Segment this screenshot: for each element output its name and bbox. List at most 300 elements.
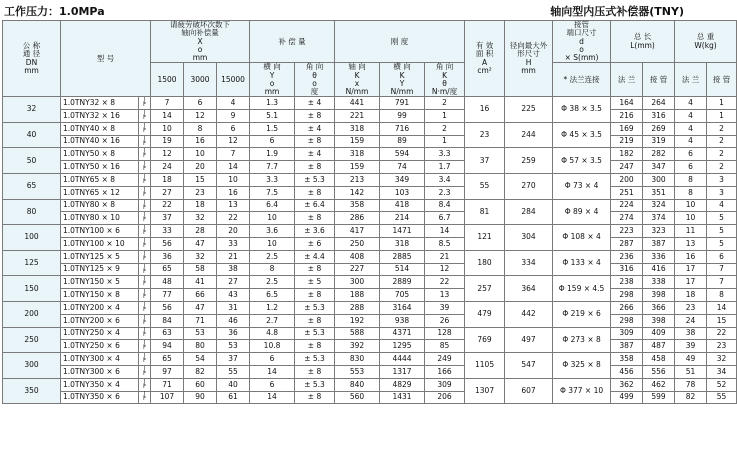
table-row [3, 314, 737, 327]
header-line: Y [269, 70, 275, 80]
cell-dn: 250 [3, 327, 61, 353]
cell-model: 1.0TNY250 × 6 [61, 340, 139, 353]
cell-lf: 287 [611, 238, 643, 251]
cell-kx: 213 [335, 174, 380, 187]
cell-lf: 358 [611, 353, 643, 366]
cell-wp: 7 [707, 276, 737, 289]
jf-letter: F [143, 306, 146, 313]
cell-ky: 214 [380, 212, 425, 225]
cell-kt: 13 [425, 289, 465, 302]
cell-n1: 56 [151, 238, 184, 251]
cell-model: 1.0TNY150 × 5 [61, 276, 139, 289]
cell-n2: 54 [184, 353, 217, 366]
cell-model: 1.0TNY125 × 5 [61, 250, 139, 263]
cell-kx: 250 [335, 238, 380, 251]
cell-jf [139, 340, 151, 353]
table-row [3, 161, 737, 174]
cell-lp: 556 [643, 365, 675, 378]
cell-outer-size: 547 [505, 353, 553, 379]
cell-ky: 705 [380, 289, 425, 302]
cell-lf: 251 [611, 186, 643, 199]
cell-wp: 22 [707, 327, 737, 340]
cell-wp: 1 [707, 97, 737, 110]
header-line: θ [442, 78, 447, 88]
cell-n1: 77 [151, 289, 184, 302]
jf-letter: J [143, 276, 146, 283]
cell-kx: 318 [335, 148, 380, 161]
cell-n3: 61 [217, 391, 250, 404]
cell-n1: 107 [151, 391, 184, 404]
cell-n3: 21 [217, 250, 250, 263]
cell-y: 3.6 [250, 225, 295, 238]
cell-n3: 13 [217, 199, 250, 212]
header-line: o [197, 44, 203, 54]
cell-lf: 200 [611, 174, 643, 187]
cell-lf: 216 [611, 110, 643, 123]
cell-lf: 274 [611, 212, 643, 225]
cell-lp: 324 [643, 199, 675, 212]
cell-y: 6 [250, 353, 295, 366]
cell-a: ± 8 [295, 186, 335, 199]
cell-jf [139, 353, 151, 366]
cell-dn: 50 [3, 148, 61, 174]
cell-wp: 1 [707, 110, 737, 123]
cell-n1: 56 [151, 302, 184, 315]
cell-model: 1.0TNY32 × 8 [61, 97, 139, 110]
cell-jf [139, 314, 151, 327]
cell-kx: 286 [335, 212, 380, 225]
cell-n1: 14 [151, 110, 184, 123]
cell-lf: 362 [611, 378, 643, 391]
working-pressure-label: 工作压力：1.0MPa [4, 5, 105, 18]
header-line: o [579, 44, 584, 54]
header-line: K [442, 70, 447, 80]
header-line: 横 向 [263, 62, 281, 72]
jf-letter: J [143, 378, 146, 385]
header-line: A [481, 57, 488, 67]
cell-y: 6.4 [250, 199, 295, 212]
jf-letter: F [143, 255, 146, 262]
cell-outer-size: 284 [505, 199, 553, 225]
table-row [3, 353, 737, 366]
jf-letter: F [143, 294, 146, 301]
header-line: 面 积 [475, 49, 494, 59]
cell-wf: 78 [675, 378, 707, 391]
cell-kt: 21 [425, 250, 465, 263]
cell-y: 10 [250, 212, 295, 225]
cell-area: 55 [465, 174, 505, 200]
table-row [3, 135, 737, 148]
header-line: N/mm [390, 87, 414, 96]
cell-wp: 6 [707, 250, 737, 263]
cell-a: ± 5.3 [295, 378, 335, 391]
jf-letter: J [143, 161, 146, 168]
cell-kt: 1 [425, 110, 465, 123]
cell-model: 1.0TNY40 × 8 [61, 122, 139, 135]
header-line: o [269, 78, 275, 88]
jf-letter: F [143, 332, 146, 339]
cell-lp: 300 [643, 174, 675, 187]
cell-lp: 398 [643, 314, 675, 327]
header-line: 径向最大外 [509, 41, 548, 51]
cell-n1: 84 [151, 314, 184, 327]
cell-tube-size: Φ 38 × 3.5 [553, 97, 611, 123]
cell-lp: 338 [643, 276, 675, 289]
cell-a: ± 8 [295, 365, 335, 378]
table-row [3, 148, 737, 161]
cell-wf: 4 [675, 110, 707, 123]
cell-kx: 288 [335, 302, 380, 315]
cell-jf [139, 378, 151, 391]
cell-model: 1.0TNY65 × 8 [61, 174, 139, 187]
cell-model: 1.0TNY300 × 6 [61, 365, 139, 378]
cell-lp: 374 [643, 212, 675, 225]
jf-letter: F [143, 319, 146, 326]
cell-y: 2.5 [250, 250, 295, 263]
cell-model: 1.0TNY200 × 6 [61, 314, 139, 327]
cell-a: ± 8 [295, 110, 335, 123]
jf-letter: F [143, 345, 146, 352]
cell-kt: 206 [425, 391, 465, 404]
header-line: 请疲劳破坏次数下 [170, 20, 231, 29]
cell-lp: 487 [643, 340, 675, 353]
cell-kt: 12 [425, 263, 465, 276]
cell-kx: 553 [335, 365, 380, 378]
table-row [3, 340, 737, 353]
cell-y: 14 [250, 365, 295, 378]
cell-lp: 336 [643, 250, 675, 263]
header-line: 横 向 [393, 62, 411, 72]
cell-jf [139, 263, 151, 276]
table-row [3, 365, 737, 378]
header-line: mm [24, 65, 39, 75]
cell-wp: 3 [707, 186, 737, 199]
cell-kx: 318 [335, 122, 380, 135]
cell-wp: 32 [707, 353, 737, 366]
header-line: x [354, 78, 360, 88]
cell-tube-size: Φ 133 × 4 [553, 250, 611, 276]
cell-n2: 16 [184, 135, 217, 148]
cell-jf [139, 186, 151, 199]
cell-jf [139, 238, 151, 251]
col-outer-size [505, 21, 553, 97]
cell-lp: 282 [643, 148, 675, 161]
cell-n3: 53 [217, 340, 250, 353]
cell-n2: 66 [184, 289, 217, 302]
col-fatigue [151, 21, 250, 63]
cell-y: 6 [250, 378, 295, 391]
table-row [3, 302, 737, 315]
cell-area: 180 [465, 250, 505, 276]
jf-letter: J [143, 250, 146, 257]
cell-ky: 1431 [380, 391, 425, 404]
cell-kt: 8.4 [425, 199, 465, 212]
cell-model: 1.0TNY40 × 16 [61, 135, 139, 148]
cell-n2: 90 [184, 391, 217, 404]
cell-lp: 264 [643, 97, 675, 110]
cell-n3: 14 [217, 161, 250, 174]
jf-letter: F [143, 127, 146, 134]
header-line: 端口尺寸 [566, 28, 597, 38]
cell-n1: 97 [151, 365, 184, 378]
cell-a: ± 5 [295, 276, 335, 289]
cell-wp: 5 [707, 212, 737, 225]
jf-letter: F [143, 114, 146, 121]
cell-lp: 387 [643, 238, 675, 251]
cell-lf: 238 [611, 276, 643, 289]
jf-letter: J [143, 212, 146, 219]
cell-n1: 94 [151, 340, 184, 353]
cell-outer-size: 497 [505, 327, 553, 353]
cell-a: ± 8 [295, 263, 335, 276]
cell-ky: 938 [380, 314, 425, 327]
table-row [3, 212, 737, 225]
cell-lp: 316 [643, 110, 675, 123]
cell-ky: 89 [380, 135, 425, 148]
cell-kt: 14 [425, 225, 465, 238]
cell-area: 479 [465, 302, 505, 328]
jf-letter: J [143, 225, 146, 232]
cell-n3: 12 [217, 135, 250, 148]
cell-lf: 224 [611, 199, 643, 212]
cell-wf: 18 [675, 289, 707, 302]
cell-n2: 12 [184, 110, 217, 123]
cell-a: ± 5.3 [295, 353, 335, 366]
cell-jf [139, 122, 151, 135]
cell-ky: 103 [380, 186, 425, 199]
header-line: 轴向补偿量 [181, 28, 219, 38]
cell-n1: 36 [151, 250, 184, 263]
cell-wp: 2 [707, 135, 737, 148]
header-line: 角 向 [435, 62, 454, 72]
cell-n1: 63 [151, 327, 184, 340]
cell-wp: 3 [707, 174, 737, 187]
cell-lf: 316 [611, 263, 643, 276]
cell-n3: 37 [217, 353, 250, 366]
jf-letter: J [143, 365, 146, 372]
cell-area: 37 [465, 148, 505, 174]
cell-wf: 17 [675, 276, 707, 289]
col-model: 型 号 [61, 21, 151, 97]
jf-letter: F [143, 268, 146, 275]
table-row [3, 199, 737, 212]
cell-kx: 441 [335, 97, 380, 110]
cell-kx: 188 [335, 289, 380, 302]
cell-kt: 166 [425, 365, 465, 378]
cell-y: 5.1 [250, 110, 295, 123]
cell-lf: 387 [611, 340, 643, 353]
cell-kt: 2 [425, 122, 465, 135]
header-line: mm [192, 53, 208, 62]
cell-ky: 418 [380, 199, 425, 212]
col-lateral [250, 63, 295, 97]
cell-tube-size: Φ 377 × 10 [553, 378, 611, 404]
cell-n2: 32 [184, 250, 217, 263]
jf-letter: J [143, 173, 146, 180]
jf-letter: J [143, 353, 146, 360]
table-row [3, 289, 737, 302]
cell-n2: 10 [184, 148, 217, 161]
cell-kx: 227 [335, 263, 380, 276]
cell-n3: 33 [217, 238, 250, 251]
jf-letter: F [143, 153, 146, 160]
table-row [3, 263, 737, 276]
cell-wp: 34 [707, 365, 737, 378]
table-row [3, 391, 737, 404]
cell-n3: 43 [217, 289, 250, 302]
cell-jf [139, 391, 151, 404]
cell-y: 1.5 [250, 122, 295, 135]
cell-tube-size: Φ 325 × 8 [553, 353, 611, 379]
table-row [3, 225, 737, 238]
cell-kt: 6.7 [425, 212, 465, 225]
cell-ky: 1471 [380, 225, 425, 238]
cell-a: ± 6 [295, 238, 335, 251]
cell-outer-size: 334 [505, 250, 553, 276]
cell-a: ± 6.4 [295, 199, 335, 212]
cell-lf: 236 [611, 250, 643, 263]
cell-n1: 22 [151, 199, 184, 212]
jf-letter: F [143, 230, 146, 237]
header-line: 接管 [574, 20, 590, 29]
table-row [3, 186, 737, 199]
jf-letter: J [143, 199, 146, 206]
cell-outer-size: 270 [505, 174, 553, 200]
table-row [3, 238, 737, 251]
cell-wp: 23 [707, 340, 737, 353]
cell-area: 16 [465, 97, 505, 123]
col-flange-conn: * 法兰连接 [553, 63, 611, 97]
cell-ky: 1317 [380, 365, 425, 378]
cell-a: ± 5.3 [295, 302, 335, 315]
cell-y: 8 [250, 263, 295, 276]
cell-area: 1105 [465, 353, 505, 379]
cell-model: 1.0TNY32 × 16 [61, 110, 139, 123]
cell-lp: 319 [643, 135, 675, 148]
header-line: K [354, 70, 360, 80]
cell-kx: 358 [335, 199, 380, 212]
cell-wf: 6 [675, 161, 707, 174]
cell-n1: 33 [151, 225, 184, 238]
cell-jf [139, 161, 151, 174]
cell-ky: 514 [380, 263, 425, 276]
cell-wp: 8 [707, 289, 737, 302]
cell-dn: 65 [3, 174, 61, 200]
cell-n1: 12 [151, 148, 184, 161]
cell-wf: 10 [675, 212, 707, 225]
cell-kt: 8.5 [425, 238, 465, 251]
cell-wf: 8 [675, 174, 707, 187]
cell-jf [139, 365, 151, 378]
cell-model: 1.0TNY100 × 6 [61, 225, 139, 238]
cell-wf: 39 [675, 340, 707, 353]
jf-letter: J [143, 135, 146, 142]
cell-y: 1.9 [250, 148, 295, 161]
cell-kx: 417 [335, 225, 380, 238]
cell-y: 2.5 [250, 276, 295, 289]
cell-n2: 60 [184, 378, 217, 391]
jf-letter: F [143, 140, 146, 147]
cell-n1: 18 [151, 174, 184, 187]
cell-y: 4.8 [250, 327, 295, 340]
cell-n3: 46 [217, 314, 250, 327]
cell-n2: 80 [184, 340, 217, 353]
header-line: 总 重 [696, 32, 715, 42]
cell-ky: 1295 [380, 340, 425, 353]
jf-letter: F [143, 383, 146, 390]
cell-lf: 169 [611, 122, 643, 135]
cell-n2: 71 [184, 314, 217, 327]
cell-wf: 4 [675, 135, 707, 148]
compensator-spec-table [2, 20, 737, 404]
cell-area: 23 [465, 122, 505, 148]
jf-letter: J [143, 237, 146, 244]
cell-lf: 182 [611, 148, 643, 161]
cell-n2: 82 [184, 365, 217, 378]
header-line: 轴 向 [348, 62, 366, 72]
cell-kx: 588 [335, 327, 380, 340]
cell-wf: 17 [675, 263, 707, 276]
cell-n3: 22 [217, 212, 250, 225]
cell-n3: 6 [217, 122, 250, 135]
cell-n3: 20 [217, 225, 250, 238]
cell-lf: 223 [611, 225, 643, 238]
cell-ky: 716 [380, 122, 425, 135]
col-k-angular [425, 63, 465, 97]
cell-lp: 458 [643, 353, 675, 366]
cell-y: 14 [250, 391, 295, 404]
cell-y: 10 [250, 238, 295, 251]
cell-model: 1.0TNY50 × 8 [61, 148, 139, 161]
header-line: K [399, 70, 405, 80]
cell-wp: 15 [707, 314, 737, 327]
cell-kt: 2 [425, 97, 465, 110]
cell-n1: 10 [151, 122, 184, 135]
cell-n3: 16 [217, 186, 250, 199]
cell-lp: 462 [643, 378, 675, 391]
col-k-axial [335, 63, 380, 97]
jf-letter: J [143, 289, 146, 296]
cell-lf: 219 [611, 135, 643, 148]
jf-letter: F [143, 242, 146, 249]
cell-n2: 6 [184, 97, 217, 110]
header-line: 角 向 [305, 62, 324, 72]
cell-kt: 1.7 [425, 161, 465, 174]
cell-jf [139, 302, 151, 315]
cell-kx: 840 [335, 378, 380, 391]
cell-y: 7.7 [250, 161, 295, 174]
cell-kx: 408 [335, 250, 380, 263]
cell-y: 1.2 [250, 302, 295, 315]
header-line: 有 效 [475, 41, 494, 51]
header-line: Y [399, 78, 405, 88]
cell-kt: 309 [425, 378, 465, 391]
cell-outer-size: 225 [505, 97, 553, 123]
cell-area: 121 [465, 225, 505, 251]
cell-tube-size: Φ 73 × 4 [553, 174, 611, 200]
cell-wp: 2 [707, 122, 737, 135]
cell-a: ± 8 [295, 135, 335, 148]
col-angular [295, 63, 335, 97]
header-line: 公 称 [22, 41, 41, 51]
header-line: L(mm) [630, 40, 655, 50]
cell-n1: 27 [151, 186, 184, 199]
header-line: × S(mm) [564, 53, 599, 62]
cell-model: 1.0TNY300 × 4 [61, 353, 139, 366]
cell-a: ± 4.4 [295, 250, 335, 263]
cell-model: 1.0TNY350 × 4 [61, 378, 139, 391]
cell-ky: 4371 [380, 327, 425, 340]
